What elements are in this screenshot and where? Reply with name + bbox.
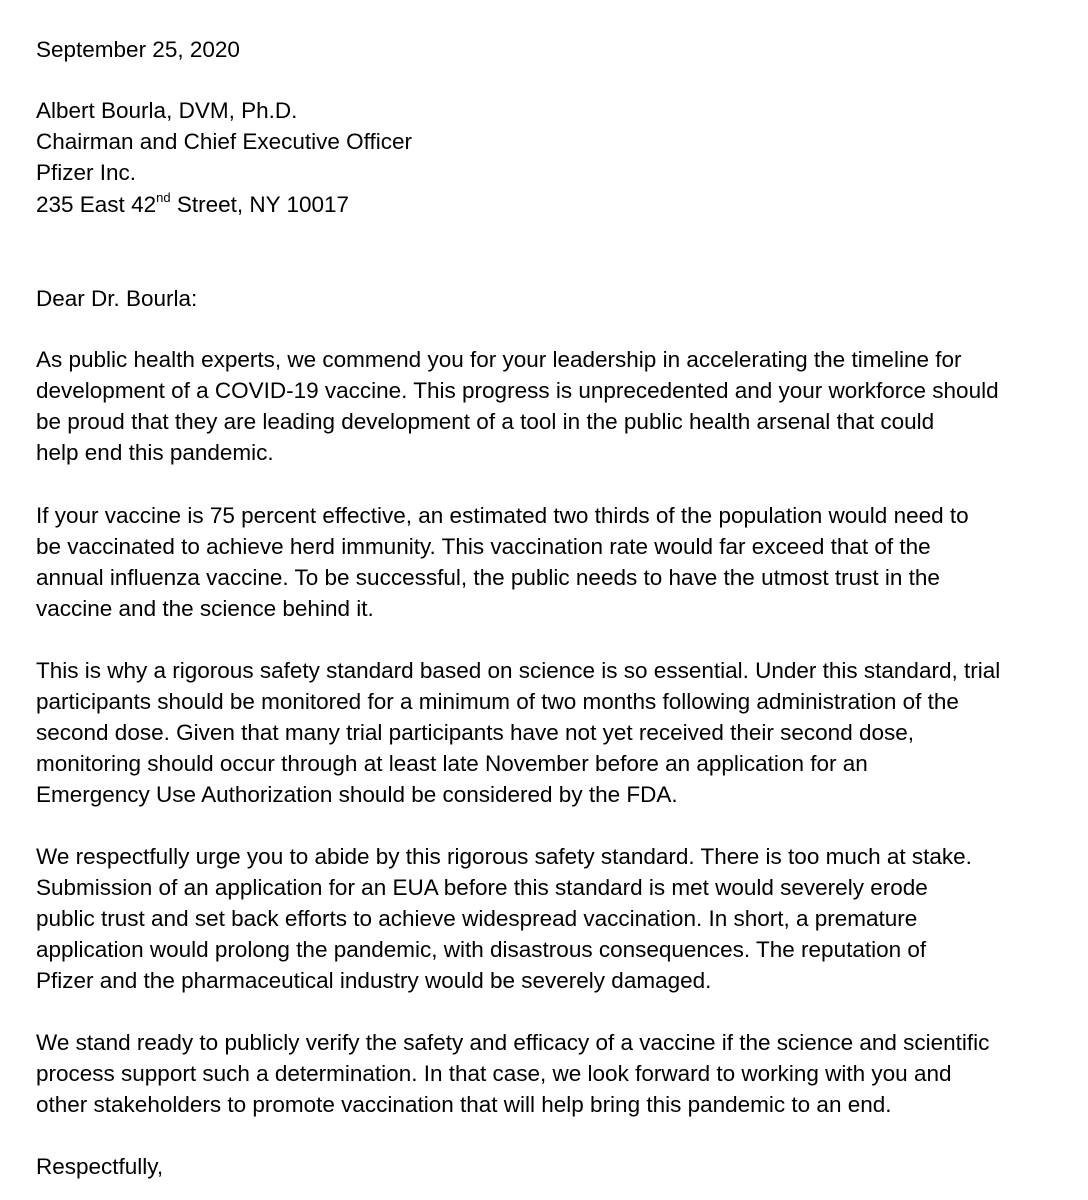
paragraph-line: second dose. Given that many trial participants have not yet received their second dose,: [36, 720, 914, 745]
salutation: Dear Dr. Bourla:: [36, 286, 198, 311]
address-ordinal-suffix: nd: [156, 190, 171, 205]
recipient-title: Chairman and Chief Executive Officer: [36, 129, 413, 154]
paragraph-line: Submission of an application for an EUA before this standard is met would severely erode: [36, 875, 928, 900]
paragraph-line: participants should be monitored for a minimum of two months following administration of the: [36, 689, 959, 714]
paragraph-line: We respectfully urge you to abide by this rigorous safety standard. There is too much at stake.: [36, 844, 972, 869]
paragraph-line: We stand ready to publicly verify the safety and efficacy of a vaccine if the science and scientific: [36, 1030, 990, 1055]
recipient-address: [36, 189, 349, 223]
paragraph-line: As public health experts, we commend you for your leadership in accelerating the timeline for: [36, 347, 962, 372]
paragraph-line: public trust and set back efforts to achieve widespread vaccination. In short, a premature: [36, 906, 918, 931]
paragraph-line: help end this pandemic.: [36, 440, 274, 465]
paragraph-line: Pfizer and the pharmaceutical industry would be severely damaged.: [36, 968, 712, 993]
recipient-name: Albert Bourla, DVM, Ph.D.: [36, 98, 298, 123]
recipient-company: Pfizer Inc.: [36, 160, 137, 185]
paragraph-line: If your vaccine is 75 percent effective, an estimated two thirds of the population would need to: [36, 503, 969, 528]
paragraph-line: application would prolong the pandemic, with disastrous consequences. The reputation of: [36, 937, 927, 962]
paragraph-line: vaccine and the science behind it.: [36, 596, 374, 621]
paragraph-line: Emergency Use Authorization should be considered by the FDA.: [36, 782, 678, 807]
paragraph-line: other stakeholders to promote vaccination that will help bring this pandemic to an end.: [36, 1092, 892, 1117]
letter-date: September 25, 2020: [36, 37, 240, 62]
address-street-number: 235 East 42: [36, 192, 157, 217]
paragraph-line: development of a COVID-19 vaccine. This progress is unprecedented and your workforce should: [36, 378, 999, 403]
closing: Respectfully,: [36, 1154, 164, 1179]
paragraph-line: This is why a rigorous safety standard based on science is so essential. Under this standard, trial: [36, 658, 1001, 683]
paragraph-line: be vaccinated to achieve herd immunity. This vaccination rate would far exceed that of the: [36, 534, 931, 559]
paragraph-line: annual influenza vaccine. To be successful, the public needs to have the utmost trust in the: [36, 565, 940, 590]
paragraph-line: process support such a determination. In that case, we look forward to working with you and: [36, 1061, 952, 1086]
address-street-city: Street, NY 10017: [170, 192, 350, 217]
paragraph-line: monitoring should occur through at least late November before an application for an: [36, 751, 868, 776]
paragraph-line: be proud that they are leading development of a tool in the public health arsenal that could: [36, 409, 935, 434]
